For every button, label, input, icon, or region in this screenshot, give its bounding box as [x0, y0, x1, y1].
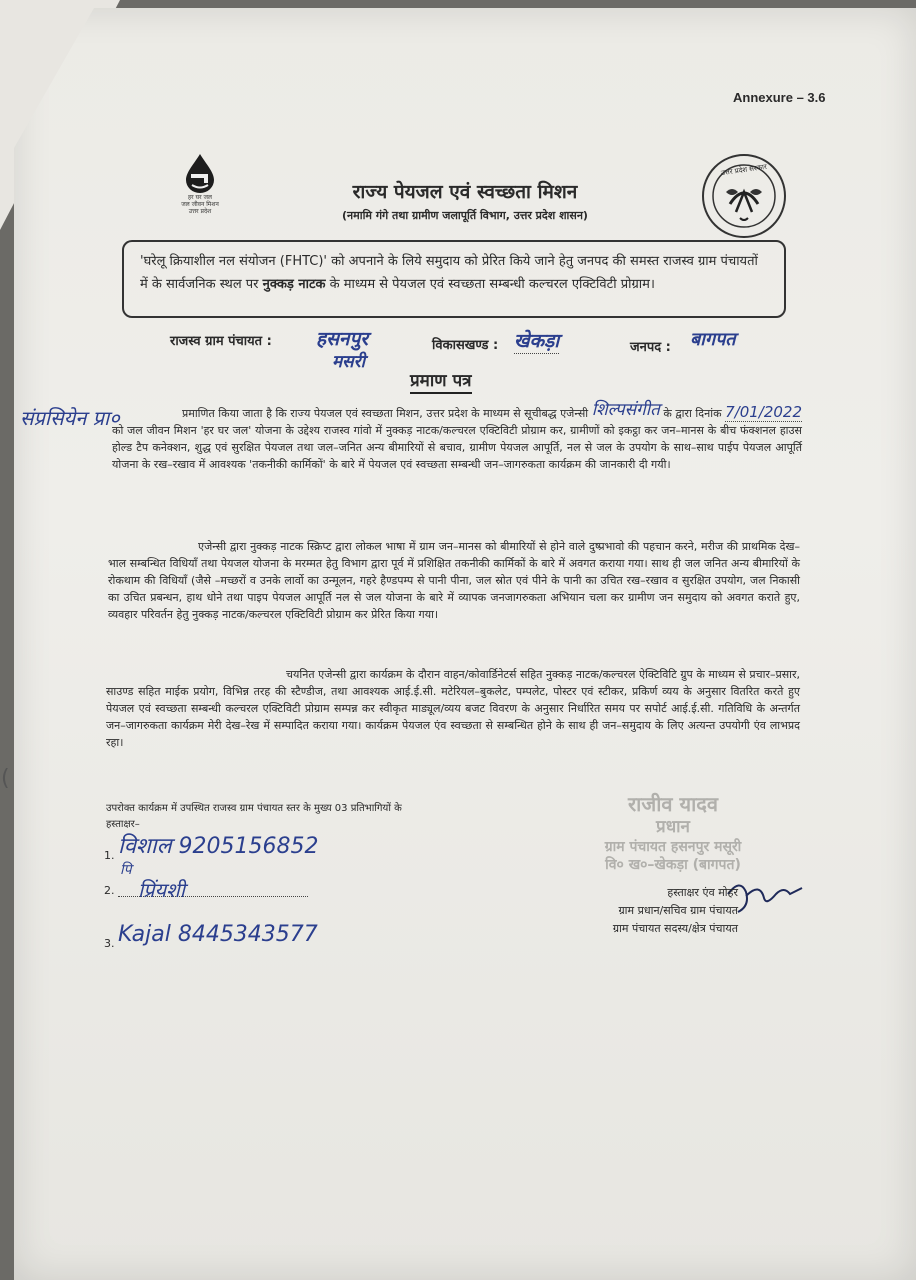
stamp-block: वि० ख०–खेकड़ा (बागपत) — [605, 857, 741, 873]
logo-caption-2: जल जीवन मिशन — [181, 201, 219, 208]
water-drop-tap-icon — [180, 152, 220, 194]
stamp-title: प्रधान — [656, 817, 690, 837]
participant-3-num: 3. — [104, 937, 115, 950]
box-text-bold: नुक्कड़ नाटक — [262, 277, 326, 292]
stamp-panchayat: ग्राम पंचायत हसनपुर मसूरी — [604, 839, 742, 855]
margin-mark: ( — [1, 766, 10, 791]
margin-handwritten-note: संप्रसियेन प्रा० — [20, 406, 120, 430]
logo-caption-1: हर घर जल — [188, 194, 212, 201]
annexure-label: Annexure – 3.6 — [733, 90, 826, 105]
location-fields — [170, 328, 810, 379]
box-text-1: 'घरेलू क्रियाशील नल संयोजन (FHTC)' को अपनाने के लिये समुदाय को प्रेरित किये जाने हेतु जनपद की समस्त राजस्व ग्राम पंचायतों में के सार्वजनिक स्थल पर — [140, 254, 758, 292]
gram-panchayat-value-2: मसरी — [332, 352, 366, 372]
gram-panchayat-value-1: हसनपुर — [316, 328, 369, 350]
district-label: जनपद : — [630, 340, 671, 355]
paragraph-1 — [112, 400, 803, 473]
participant-1-extra: पि — [120, 862, 132, 878]
emblem-text: उत्तर प्रदेश सरकार — [720, 162, 768, 178]
participant-1 — [104, 836, 318, 866]
up-govt-emblem — [700, 152, 788, 240]
jal-jeevan-mission-logo — [165, 152, 235, 215]
p1-text-c: को जल जीवन मिशन 'हर घर जल' योजना के उद्देश्य राजस्व गांवो में नुक्कड़ नाटक/कल्चरल एक्टिविटी प्रोग्राम कर, ग्रामीणों को इकट्ठा कर जन–मानस के बीच फंक्शनल हाउस होल्ड टैप कनेक्शन, शुद्ध एवं सुरक्षित पेयजल तथा जल–जनित अन्य बीमारियों से बचाव, ग्रामीण पेयजल आपूर्ति, नल से जल के उपयोग के साथ–साथ पाईप पेयजल आपूर्ति योजना के रख–रखाव में आवश्यक 'तकनीकी कार्मिकों' के बारे में पेयजल एवं स्वच्छता सम्बन्धी जन–जागरुकता कार्यक्रम की जानकारी दी गयी। — [112, 424, 802, 471]
box-text-2: के माध्यम से पेयजल एवं स्वच्छता सम्बन्धी कल्चरल एक्टिविटी प्रोग्राम। — [325, 277, 655, 292]
participant-3 — [104, 922, 318, 953]
p1-text-a: प्रमाणित किया जाता है कि राज्य पेयजल एवं स्वच्छता मिशन, उत्तर प्रदेश के माध्यम से सूचीबद्ध एजेन्सी — [182, 407, 589, 420]
participant-3-signature: Kajal 8445343577 — [118, 922, 318, 947]
block-label: विकासखण्ड : — [432, 338, 499, 353]
block-value: खेकड़ा — [514, 327, 559, 354]
pradhan-stamp — [568, 792, 778, 874]
agency-name-handwritten: शिल्पसंगीत — [591, 400, 660, 420]
participants-heading-2: हस्ताक्षर– — [106, 819, 140, 830]
p1-text-b: के द्वारा दिनांक — [663, 407, 722, 420]
logo-caption-3: उत्तर प्रदेश — [188, 208, 212, 215]
signature-block — [548, 884, 738, 938]
sign-line-2: ग्राम प्रधान/सचिव ग्राम पंचायत — [618, 904, 738, 917]
participants-heading: उपरोक्त कार्यक्रम में उपस्थित राजस्व ग्राम पंचायत स्तर के मुख्य 03 प्रतिभागियों के — [106, 803, 402, 814]
participant-2-num: 2. — [104, 884, 115, 897]
sign-line-3: ग्राम पंचायत सदस्य/क्षेत्र पंचायत — [612, 922, 738, 935]
date-handwritten: 7/01/2022 — [725, 403, 803, 421]
paragraph-3: चयनित एजेन्सी द्वारा कार्यक्रम के दौरान वाहन/कोवार्डिनेटर्स सहित नुक्कड़ नाटक/कल्चरल ऐक्टिविटि ग्रुप के माध्यम से प्रचार–प्रसार, साउण्ड सहित माईक प्रयोग, विभिन्न तरह की स्टैण्डीज, तथा आवश्यक आई.ई.सी. मटेरियल–बुकलेट, पम्पलेट, पोस्टर एवं स्टीकर, प्रकिर्ण व्यय के अनुसार वितरित करते हुए पेयजल एवं स्वच्छता सम्बन्धी कल्चरल एक्टिविटी प्रोग्राम सम्पन्न कर स्वीकृत माड्यूल/व्यय बजट विवरण के अनुसार निर्धारित समय पर सपोर्ट आई.ई.सी. गतिविधि के अन्तर्गत जन–जागरुकता कार्यक्रम मेरी देख–रेख में सम्पादित कराया गया। कार्यक्रम पेयजल एंव स्वच्छता से सम्बन्धित होने के साथ ही जन–समुदाय के लिए अत्यन्त उपयोगी एंव लाभप्रद रहा। — [106, 668, 800, 749]
org-subtitle: (नमामि गंगे तथा ग्रामीण जलापूर्ति विभाग, उत्तर प्रदेश शासन) — [342, 209, 588, 222]
participant-2 — [104, 878, 308, 902]
district-value: बागपत — [690, 329, 736, 350]
org-title: राज्य पेयजल एवं स्वच्छता मिशन — [352, 181, 578, 203]
sign-line-1: हस्ताक्षर एंव मोहर — [667, 886, 738, 899]
participant-1-num: 1. — [104, 849, 115, 862]
participant-1-signature: विशाल 9205156852 — [118, 834, 319, 859]
paragraph-2: एजेन्सी द्वारा नुक्कड़ नाटक स्क्रिप्ट द्वारा लोकल भाषा में ग्राम जन–मानस को बीमारियों से होने वाले दुष्प्रभावो की पहचान करने, मरीज की प्राथमिक देख–भाल सम्बन्धित विधियाँ तथा पेयजल योजना के मरम्मत हेतु विभाग द्वारा पूर्व में प्रशिक्षित तकनीकी कार्मिकों के बारे में अवगत कराया गया। साथ ही जल जनित अन्य बीमारियों के रोकथाम की विधियाँ (जैसे –मच्छरों व उनके लार्वो का उन्मूलन, गहरे हैण्डपम्प से पानी पीना, जल स्रोत एवं पीने के पानी का उचित रख–रखाव व सुरक्षित उपयोग, जल निकासी का उचित प्रबन्धन, हाथ धोने तथा पाइप पेयजल आपूर्ति नल से जल योजना के बारे में व्यापक जनजागरुकता अभियान चला कर ग्रामीण जन समुदाय को अवगत कराते हुए, व्यवहार परिवर्तन हेतु नुक्कड़ नाटक/कल्चरल एक्टिविटी प्रोग्राम कर प्रेरित किया गया। — [108, 540, 800, 621]
stamp-name: राजीव यादव — [628, 792, 718, 816]
participant-2-signature: प्रिंयशी — [138, 878, 185, 902]
program-description-box — [122, 240, 786, 318]
certificate-heading: प्रमाण पत्र — [410, 368, 472, 394]
gram-panchayat-label: राजस्व ग्राम पंचायत : — [170, 334, 272, 349]
